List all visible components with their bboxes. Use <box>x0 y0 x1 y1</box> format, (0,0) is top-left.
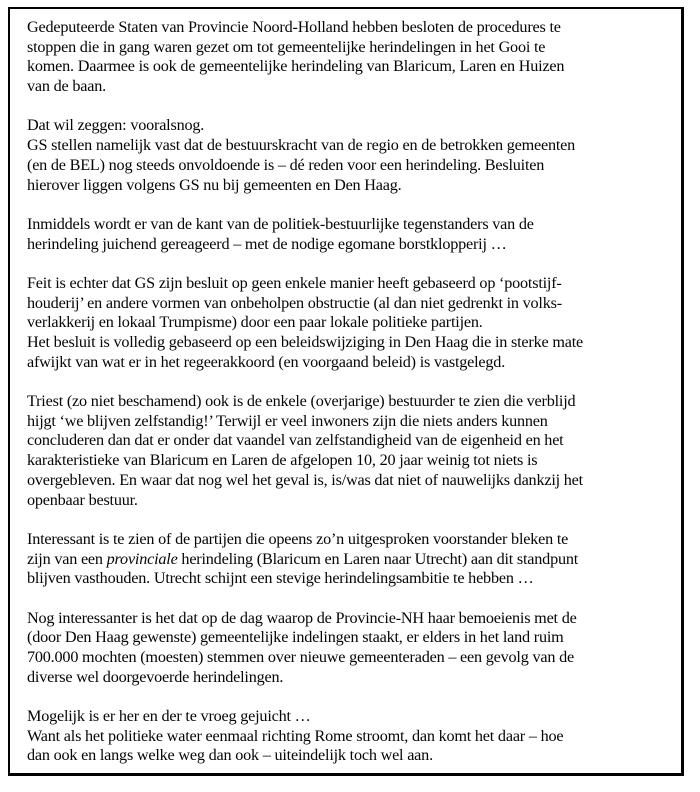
paragraph-block <box>27 707 669 766</box>
text-segment: hierover liggen volgens GS nu bij gemeenten en Den Haag. <box>27 175 402 194</box>
text-line <box>27 707 669 727</box>
text-segment: GS stellen namelijk vast dat de bestuurskracht van de regio en de betrokken gemeenten <box>27 136 576 155</box>
text-segment: Dat wil zeggen: vooralsnog. <box>27 116 205 135</box>
text-segment: Interessant is te zien of de partijen die opeens zo’n uitgesproken voorstander bleken te <box>27 529 569 548</box>
text-line <box>27 569 669 589</box>
text-line <box>27 313 669 333</box>
text-line <box>27 38 669 58</box>
text-segment: afwijkt van wat er in het regeerakkoord (en voorgaand beleid) is vastgelegd. <box>27 352 506 371</box>
text-line <box>27 116 669 136</box>
text-segment: blijven vasthouden. Utrecht schijnt een stevige herindelingsambitie te hebben … <box>27 569 534 588</box>
text-line <box>27 412 669 432</box>
text-segment: verlakkerij en lokaal Trumpisme) door een paar lokale politieke partijen. <box>27 313 483 332</box>
text-segment: van de baan. <box>27 77 106 96</box>
text-segment: (door Den Haag gewenste) gemeentelijke indelingen staakt, er elders in het land ruim <box>27 628 564 647</box>
document-box <box>8 7 684 776</box>
text-line <box>27 333 669 353</box>
text-line <box>27 176 669 196</box>
text-line <box>27 471 669 491</box>
text-segment: Gedeputeerde Staten van Provincie Noord-Holland hebben besloten de procedures te <box>27 18 561 36</box>
text-segment: diverse wel doorgevoerde herindelingen. <box>27 667 284 686</box>
text-line <box>27 57 669 77</box>
text-line <box>27 648 669 668</box>
text-line <box>27 727 669 747</box>
text-line <box>27 746 669 766</box>
text-segment: komen. Daarmee is ook de gemeentelijke herindeling van Blaricum, Laren en Huizen <box>27 57 565 76</box>
text-segment: (en de BEL) nog steeds onvoldoende is – dé reden voor een herindeling. Besluiten <box>27 155 545 174</box>
paragraph-block <box>27 116 669 195</box>
text-line <box>27 609 669 629</box>
text-segment: Het besluit is volledig gebaseerd op een beleidswijziging in Den Haag die in sterke mate <box>27 333 583 351</box>
text-line <box>27 215 669 235</box>
paragraph-block <box>27 215 669 254</box>
paragraph-block <box>27 392 669 510</box>
text-line <box>27 550 669 570</box>
text-line <box>27 491 669 511</box>
text-segment: karakteristieke van Blaricum en Laren de afgelopen 10, 20 jaar weinig tot niets is <box>27 451 538 470</box>
text-segment: Feit is echter dat GS zijn besluit op geen enkele manier heeft gebaseerd op ‘pootstijf- <box>27 273 562 292</box>
text-segment: Mogelijk is er her en der te vroeg gejuicht … <box>27 707 311 726</box>
text-line <box>27 668 669 688</box>
text-segment: overgebleven. En waar dat nog wel het geval is, is/was dat niet of nauwelijks dankzij het <box>27 470 583 489</box>
paragraph-block <box>27 530 669 589</box>
text-line <box>27 274 669 294</box>
paragraph-block <box>27 274 669 372</box>
text-segment: herindeling juichend gereageerd – met de nodige egomane borstklopperij … <box>27 234 507 253</box>
text-segment: stoppen die in gang waren gezet om tot gemeentelijke herindelingen in het Gooi te <box>27 37 546 56</box>
text-segment: openbaar bestuur. <box>27 490 138 509</box>
text-segment: Inmiddels wordt er van de kant van de politiek-bestuurlijke tegenstanders van de <box>27 214 534 233</box>
text-segment: herindeling (Blaricum en Laren naar Utrecht) aan dit standpunt <box>177 549 579 568</box>
paragraph-block <box>27 609 669 688</box>
text-line <box>27 18 669 38</box>
text-line <box>27 77 669 97</box>
text-line <box>27 353 669 373</box>
text-segment: zijn van een <box>27 549 107 568</box>
text-segment: concluderen dan dat er onder dat vaandel van zelfstandigheid van de eigenheid en het <box>27 431 564 450</box>
text-segment: Nog interessanter is het dat op de dag waarop de Provincie-NH haar bemoeienis met de <box>27 608 577 627</box>
text-line <box>27 431 669 451</box>
text-line <box>27 628 669 648</box>
text-segment: Want als het politieke water eenmaal richting Rome stroomt, dan komt het daar – hoe <box>27 726 564 745</box>
text-segment: hijgt ‘we blijven zelfstandig!’ Terwijl er veel inwoners zijn die niets anders kunnen <box>27 411 548 430</box>
text-line <box>27 451 669 471</box>
text-line <box>27 235 669 255</box>
text-segment: houderij’ en andere vormen van onbeholpen obstructie (al dan niet gedrenkt in volks- <box>27 293 562 312</box>
text-segment-italic: provinciale <box>106 549 178 568</box>
text-line <box>27 156 669 176</box>
text-segment: 700.000 mochten (moesten) stemmen over nieuwe gemeenteraden – een gevolg van de <box>27 648 574 666</box>
text-segment: Triest (zo niet beschamend) ook is de enkele (overjarige) bestuurder te zien die verblijd <box>27 392 576 411</box>
text-line <box>27 136 669 156</box>
paragraph-block <box>27 18 669 97</box>
text-line <box>27 530 669 550</box>
text-line <box>27 294 669 314</box>
text-line <box>27 392 669 412</box>
text-segment: dan ook en langs welke weg dan ook – uiteindelijk toch wel aan. <box>27 746 433 765</box>
